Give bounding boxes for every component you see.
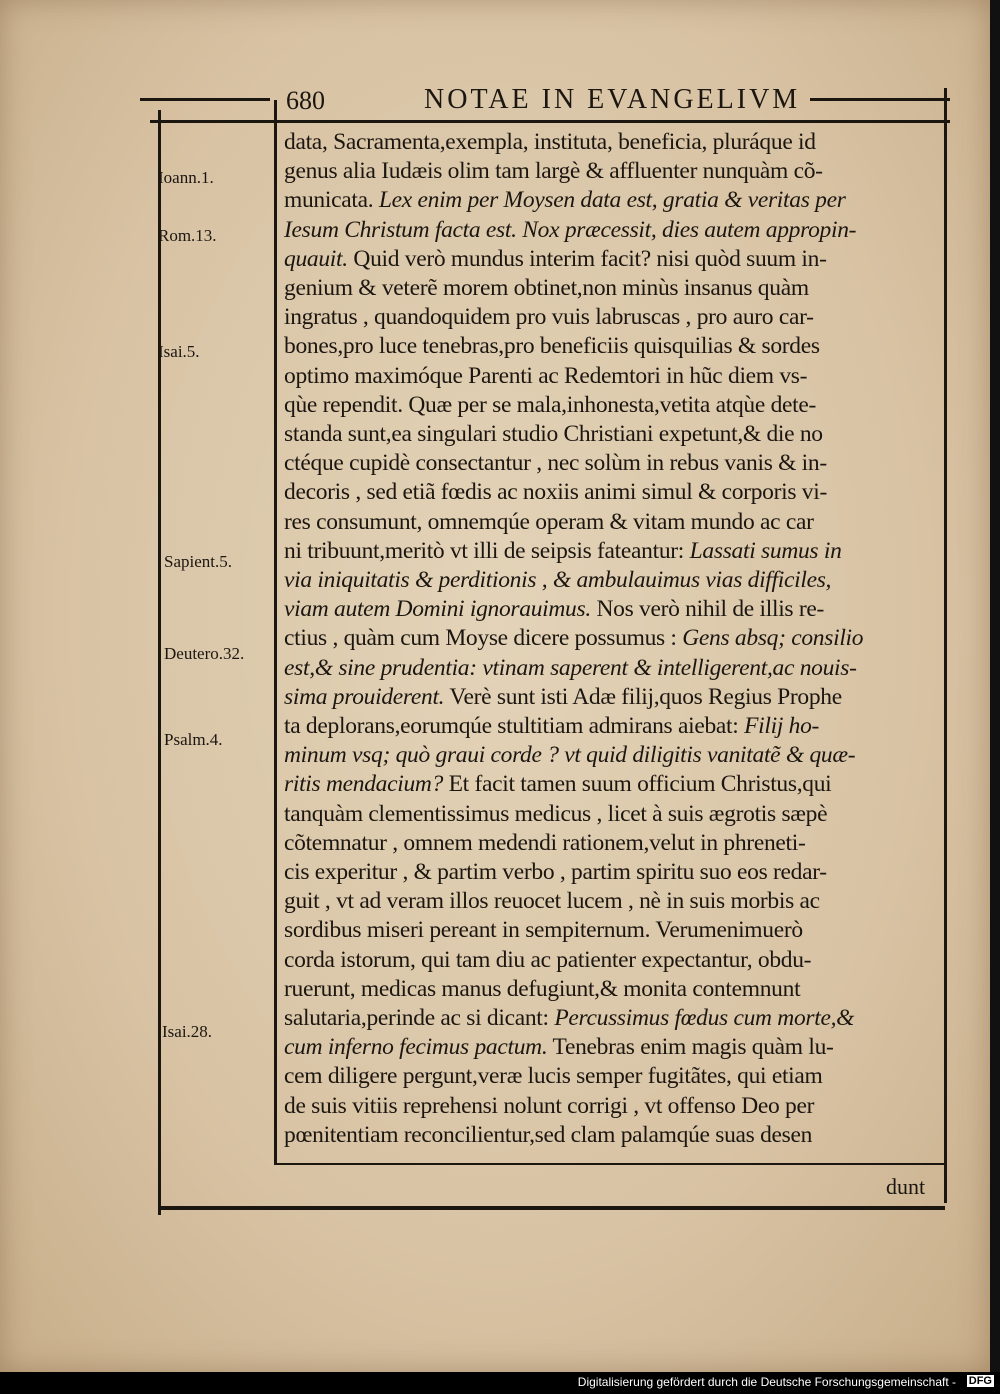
scripture-quote: Gens absq; consilio — [682, 625, 864, 652]
scripture-quote: cum inferno fecimus pactum. — [284, 1034, 548, 1061]
roman-text: genus alia Iudæis olim tam largè & affluenter nunquàm cõ- — [284, 158, 823, 185]
text-line — [284, 1033, 834, 1061]
header-rule — [140, 98, 270, 101]
roman-text: ta deplorans,eorumqúe stultitiam admirans aiebat: — [284, 713, 745, 739]
roman-text: tanquàm clementissimus medicus , licet à suis ægrotis sæpè — [284, 800, 828, 827]
footer-bar — [0, 1372, 1000, 1394]
scripture-quote: sima prouiderent. — [284, 683, 445, 710]
roman-text: municata. — [284, 187, 379, 214]
roman-text: de suis vitiis reprehensi nolunt corrigi , vt offenso Deo per — [284, 1092, 815, 1119]
text-line — [284, 916, 803, 944]
text-line — [284, 624, 863, 652]
roman-text: pœnitentiam reconcilientur,sed clam palamqúe suas desen — [284, 1121, 813, 1148]
text-line — [284, 712, 819, 740]
scripture-quote: via iniquitatis & perditionis , & ambulauimus vias difficiles, — [284, 567, 832, 593]
text-right-rule — [944, 88, 947, 1203]
left-margin-rule — [158, 110, 161, 1215]
text-line — [284, 800, 827, 828]
margin-note: Ioann.1. — [158, 168, 214, 187]
roman-text: sordibus miseri pereant in sempiternum. Verumenimuerò — [284, 917, 803, 944]
roman-text: cõtemnatur , omnem medendi rationem,velut in phreneti- — [284, 829, 806, 856]
roman-text: data, Sacramenta,exempla, instituta, beneficia, pluráque id — [284, 129, 816, 155]
text-line — [284, 741, 855, 769]
margin-note: Sapient.5. — [164, 552, 232, 571]
roman-text: res consumunt, omnemqúe operam & vitam mundo ac car — [284, 508, 814, 535]
text-line — [284, 303, 814, 331]
text-line — [284, 858, 827, 886]
text-line — [284, 332, 820, 360]
text-line — [284, 128, 816, 156]
text-bottom-rule — [276, 1163, 946, 1165]
roman-text: ni tribuunt,meritò vt illi de seipsis fateantur: — [284, 537, 690, 564]
roman-text: cem diligere pergunt,veræ lucis semper fugitãtes, qui etiam — [284, 1063, 823, 1090]
text-line — [284, 449, 827, 477]
catchword: dunt — [886, 1174, 926, 1199]
text-line — [284, 216, 856, 244]
roman-text: cis experitur , & partim verbo , partim spiritu suo eos redar- — [284, 859, 827, 885]
roman-text: Tenebras enim magis quàm lu- — [547, 1034, 834, 1061]
text-line — [284, 508, 814, 536]
text-line — [284, 1092, 814, 1120]
text-line — [284, 537, 842, 565]
text-line — [284, 829, 806, 857]
text-line — [284, 654, 857, 682]
roman-text: optimo maximóque Parenti ac Redemtori in hũc diem vs- — [284, 362, 808, 389]
text-line — [284, 391, 816, 419]
text-line — [284, 1121, 812, 1149]
roman-text: standa sunt,ea singulari studio Christiani expetunt,& die no — [284, 421, 823, 447]
scripture-quote: quauit. — [284, 245, 348, 272]
roman-text: Verè sunt isti Adæ filij,quos Regius Prophe — [444, 683, 842, 710]
roman-text: bones,pro luce tenebras,pro beneficiis quisquilias & sordes — [284, 333, 820, 360]
margin-note: Rom.13. — [158, 226, 217, 245]
page-number: 680 — [286, 86, 325, 115]
running-title: NOTAE IN EVANGELIVM — [424, 84, 801, 115]
text-left-rule — [274, 100, 277, 1165]
scripture-quote: Filij ho- — [744, 713, 820, 739]
dfg-logo: DFG — [968, 1375, 992, 1387]
header-rule — [810, 98, 950, 101]
text-line — [284, 683, 842, 711]
scripture-quote: est,& sine prudentia: vtinam saperent & intelligerent,ac nouis- — [284, 654, 857, 681]
roman-text: Nos verò nihil de illis re- — [590, 596, 825, 623]
roman-text: ctéque cupidè consectantur , nec solùm in rebus vanis & in- — [284, 450, 827, 477]
scripture-quote: ritis mendacium? — [284, 771, 444, 798]
text-line — [284, 887, 820, 915]
text-line — [284, 274, 809, 302]
scripture-quote: viam autem Domini ignorauimus. — [284, 596, 591, 623]
text-line — [284, 770, 831, 798]
text-line — [284, 420, 823, 448]
digitization-credit: Digitalisierung gefördert durch die Deutsche Forschungsgemeinschaft - — [577, 1375, 956, 1389]
margin-note: Deutero.32. — [164, 644, 245, 663]
roman-text: genium & veterẽ morem obtinet,non minùs insanus quàm — [284, 275, 809, 301]
scripture-quote: Percussimus fœdus cum morte,& — [554, 1005, 855, 1031]
scripture-quote: Iesum Christum facta est. Nox præcessit, dies autem appropin- — [284, 216, 857, 243]
roman-text: salutaria,perinde ac si dicant: — [284, 1005, 555, 1031]
margin-note: Isai.28. — [162, 1022, 213, 1041]
roman-text: guit , vt ad veram illos reuocet lucem , nè in suis morbis ac — [284, 888, 820, 915]
text-line — [284, 478, 827, 506]
text-line — [284, 566, 831, 594]
text-line — [284, 1004, 854, 1032]
scripture-quote: Lassati sumus in — [689, 537, 842, 564]
roman-text: Quid verò mundus interim facit? nisi quòd suum in- — [347, 245, 827, 272]
text-line — [284, 362, 807, 390]
header-underline — [150, 120, 950, 123]
text-line — [284, 245, 827, 273]
roman-text: qùe rependit. Quæ per se mala,inhonesta,vetita atqùe dete- — [284, 391, 817, 418]
bottom-rule — [160, 1206, 945, 1210]
roman-text: corda istorum, qui tam diu ac patienter expectantur, obdu- — [284, 946, 812, 973]
scripture-quote: minum vsq; quò graui corde ? vt quid diligitis vanitatẽ & quæ- — [284, 742, 856, 769]
roman-text: ctius , quàm cum Moyse dicere possumus : — [284, 625, 683, 652]
text-line — [284, 946, 811, 974]
text-line — [284, 186, 846, 214]
text-line — [284, 1062, 823, 1090]
roman-text: Et facit tamen suum officium Christus,qui — [443, 771, 832, 798]
margin-note: Isai.5. — [158, 342, 200, 361]
scripture-quote: Lex enim per Moysen data est, gratia & veritas per — [378, 187, 846, 214]
text-line — [284, 157, 823, 185]
roman-text: ingratus , quandoquidem pro vuis labruscas , pro auro car- — [284, 304, 814, 331]
roman-text: ruerunt, medicas manus defugiunt,& monita contemnunt — [284, 975, 801, 1002]
roman-text: decoris , sed etiã fœdis ac noxiis animi simul & corporis vi- — [284, 479, 827, 506]
margin-note: Psalm.4. — [164, 730, 223, 749]
text-line — [284, 975, 800, 1003]
text-line — [284, 595, 824, 623]
